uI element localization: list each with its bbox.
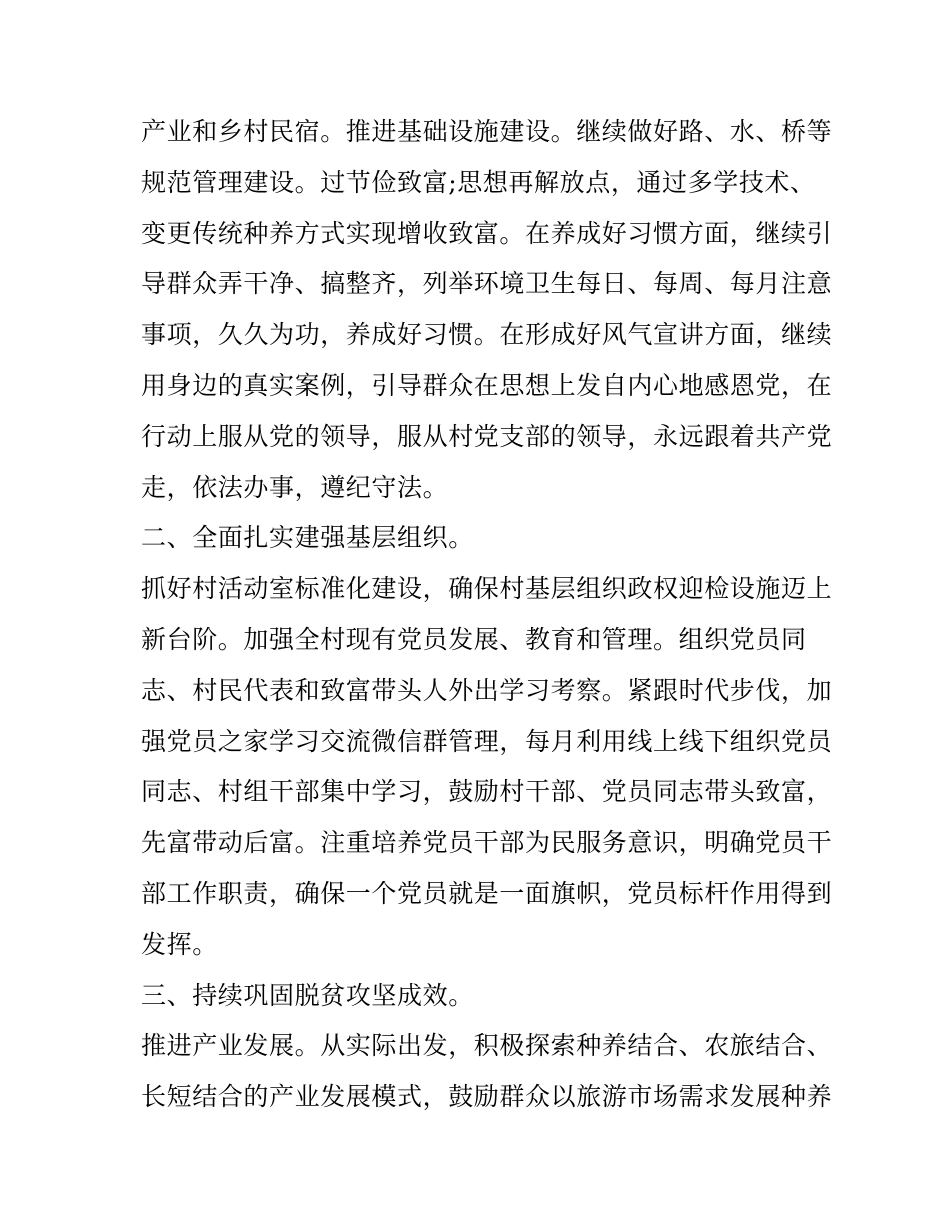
text-line: 导群众弄干净、搞整齐，列举环境卫生每日、每周、每月注意 — [141, 269, 833, 299]
text-line: 事项，久久为功，养成好习惯。在形成好风气宣讲方面，继续 — [141, 320, 833, 350]
text-line: 规范管理建设。过节俭致富;思想再解放点，通过多学技术、 — [141, 167, 816, 197]
text-line: 产业和乡村民宿。推进基础设施建设。继续做好路、水、桥等 — [141, 117, 833, 146]
section-heading: 三、持续巩固脱贫攻坚成效。 — [141, 980, 474, 1010]
text-line: 强党员之家学习交流微信群管理，每月利用线上线下组织党员 — [141, 726, 833, 756]
section-heading: 二、全面扎实建强基层组织。 — [141, 523, 474, 553]
text-line: 变更传统种养方式实现增收致富。在养成好习惯方面，继续引 — [141, 218, 833, 248]
text-line: 志、村民代表和致富带头人外出学习考察。紧跟时代步伐，加 — [141, 675, 833, 705]
text-line: 同志、村组干部集中学习，鼓励村干部、党员同志带头致富， — [141, 777, 833, 807]
text-line: 发挥。 — [141, 929, 218, 959]
text-line: 行动上服从党的领导，服从村党支部的领导，永远跟着共产党 — [141, 421, 833, 451]
text-line: 先富带动后富。注重培养党员干部为民服务意识，明确党员干 — [141, 828, 833, 858]
document-body — [141, 107, 833, 1123]
text-line: 用身边的真实案例，引导群众在思想上发自内心地感恩党，在 — [141, 370, 833, 400]
text-line: 部工作职责，确保一个党员就是一面旗帜，党员标杆作用得到 — [141, 878, 833, 908]
text-line: 推进产业发展。从实际出发，积极探索种养结合、农旅结合、 — [141, 1031, 833, 1061]
text-line: 长短结合的产业发展模式，鼓励群众以旅游市场需求发展种养 — [141, 1082, 833, 1112]
text-line: 新台阶。加强全村现有党员发展、教育和管理。组织党员同 — [141, 624, 807, 654]
text-line: 走，依法办事，遵纪守法。 — [141, 472, 449, 502]
text-line: 抓好村活动室标准化建设，确保村基层组织政权迎检设施迈上 — [141, 574, 833, 604]
